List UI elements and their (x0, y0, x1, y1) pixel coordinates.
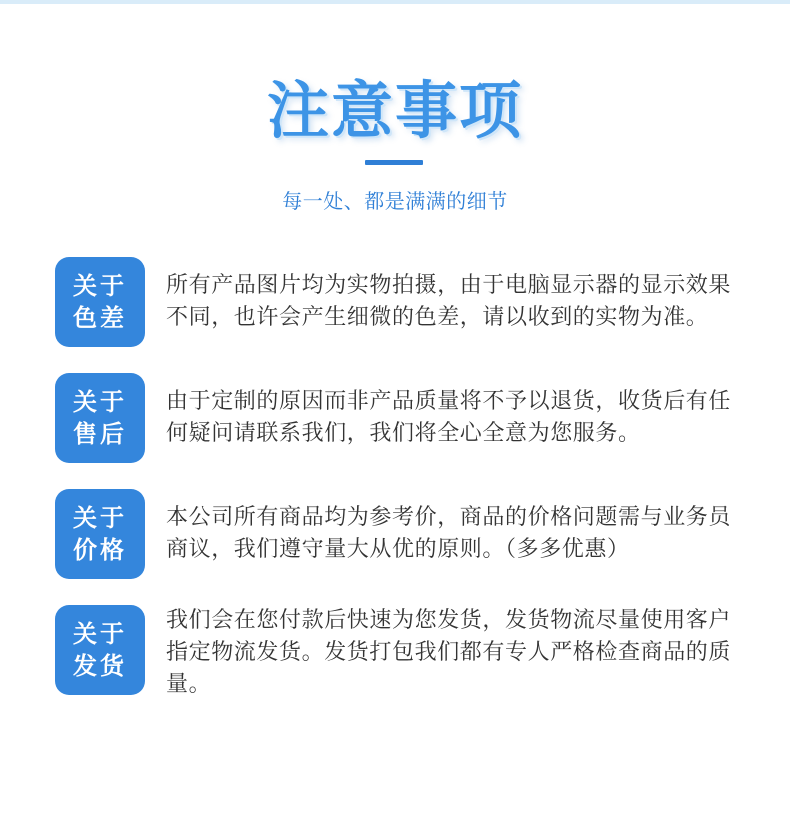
notice-badge (55, 373, 145, 463)
notice-badge (55, 489, 145, 579)
notice-text: 我们会在您付款后快速为您发货，发货物流尽量使用客户指定物流发货。发货打包我们都有专人严格检查商品的质量。 (166, 608, 732, 697)
notice-text: 由于定制的原因而非产品质量将不予以退货，收货后有任何疑问请联系我们，我们将全心全意为您服务。 (166, 389, 732, 446)
notice-text: 所有产品图片均为实物拍摄，由于电脑显示器的显示效果不同，也许会产生细微的色差，请以收到的实物为准。 (166, 273, 732, 330)
badge-label-line2: 发货 (73, 652, 127, 680)
badge-label-line2: 价格 (73, 536, 127, 564)
page-subtitle: 每一处、都是满满的细节 (282, 189, 508, 213)
badge-label-line1: 关于 (73, 620, 127, 648)
notice-badge (55, 257, 145, 347)
notice-badge (55, 605, 145, 695)
page-title: 注意事项 (266, 74, 523, 147)
badge-label-line2: 色差 (73, 304, 127, 332)
top-divider-bar (0, 0, 790, 4)
badge-label-line2: 售后 (73, 420, 127, 448)
title-underline (365, 160, 423, 165)
badge-label-line1: 关于 (73, 504, 127, 532)
badge-label-line1: 关于 (73, 272, 127, 300)
notice-text: 本公司所有商品均为参考价，商品的价格问题需与业务员商议，我们遵守量大从优的原则。（多多优惠） (166, 505, 732, 562)
badge-label-line1: 关于 (73, 388, 127, 416)
